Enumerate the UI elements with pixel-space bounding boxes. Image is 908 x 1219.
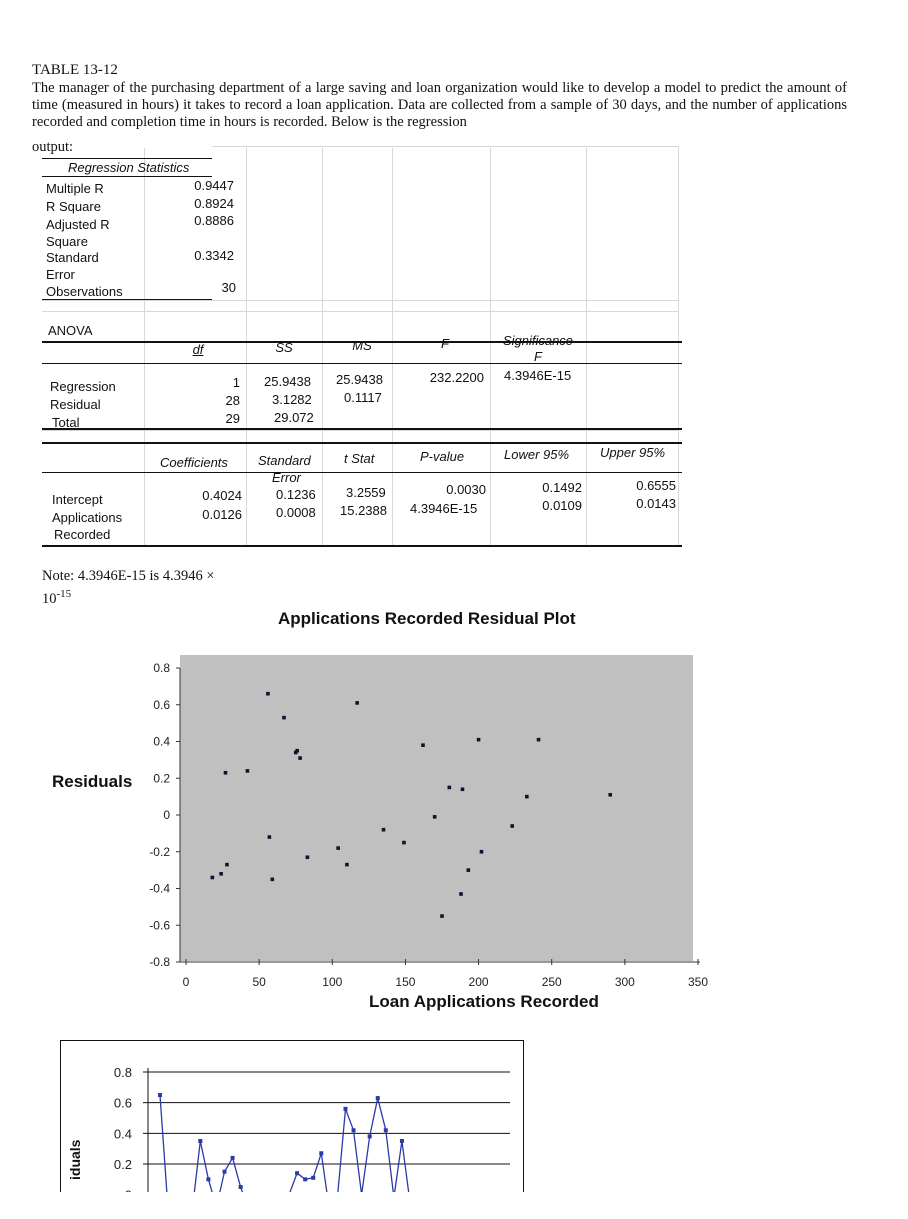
residual-plot-y-axis-title: Residuals bbox=[52, 772, 133, 791]
anova-significance: 4.3946E-15 bbox=[504, 368, 572, 383]
x-tick-label: 50 bbox=[252, 975, 266, 989]
anova-ms: 0.1117 bbox=[344, 390, 382, 405]
coef-value: 0.0126 bbox=[202, 507, 242, 522]
header-significance-f: F bbox=[534, 349, 542, 364]
y-tick-label: 0.4 bbox=[153, 734, 170, 749]
residual-line-marker bbox=[303, 1177, 307, 1181]
anova-row-label: Residual bbox=[50, 397, 101, 412]
anova-df: 29 bbox=[225, 411, 240, 426]
residual-line-marker bbox=[206, 1177, 210, 1181]
residual-line-marker bbox=[198, 1139, 202, 1143]
coef-row-label: Applications bbox=[52, 510, 123, 525]
residual-line-marker bbox=[311, 1176, 315, 1180]
note-line-1: Note: 4.3946E-15 is 4.3946 × bbox=[42, 568, 215, 584]
stat-label: Observations bbox=[46, 284, 123, 299]
header-significance: Significance bbox=[502, 333, 574, 348]
x-tick-label: 0 bbox=[182, 975, 190, 989]
anova-ss: 3.1282 bbox=[272, 392, 312, 407]
problem-text: The manager of the purchasing department of a large saving and loan organization would like to develop a model to predict the amount of time (measured in hours) it takes to record a loan application. Data are collected from a sample of 30 days, and the number of applications recorded and completion time in hours is recorded. Below is the regression bbox=[32, 80, 847, 130]
stat-value: 0.9447 bbox=[194, 178, 234, 193]
stat-label: R Square bbox=[46, 199, 101, 214]
x-tick-label: 100 bbox=[322, 975, 343, 989]
residual-line-marker bbox=[376, 1096, 380, 1100]
stat-label-continued: Square bbox=[46, 234, 88, 249]
header-upper-95: Upper 95% bbox=[600, 445, 666, 460]
residual-line-marker bbox=[319, 1151, 323, 1155]
residual-line-marker bbox=[239, 1185, 243, 1189]
page-cutoff bbox=[0, 1192, 908, 1219]
stat-label-continued: Error bbox=[46, 267, 75, 282]
regression-statistics-header: Regression Statistics bbox=[68, 160, 190, 175]
coef-row-label: Intercept bbox=[52, 492, 103, 507]
stat-value: 30 bbox=[221, 280, 236, 295]
y-tick-label: 0.8 bbox=[153, 661, 170, 675]
anova-title: ANOVA bbox=[48, 323, 93, 338]
coef-t-stat: 15.2388 bbox=[340, 503, 387, 518]
header-standard-error: Standard bbox=[258, 453, 311, 468]
note-exponent: -15 bbox=[56, 588, 72, 600]
coef-upper-95: 0.6555 bbox=[636, 478, 676, 493]
residual-line-marker bbox=[343, 1107, 347, 1111]
header-p-value: P-value bbox=[420, 449, 465, 464]
y-tick-label: -0.4 bbox=[149, 881, 170, 896]
y-tick-label: 0.6 bbox=[153, 697, 170, 712]
stat-value: 0.3342 bbox=[194, 248, 234, 263]
line-y-tick-label: 0.4 bbox=[113, 1126, 132, 1142]
anova-ss: 25.9438 bbox=[264, 374, 311, 389]
y-tick-label: 0.2 bbox=[153, 771, 170, 786]
residual-plot-title: Applications Recorded Residual Plot bbox=[278, 609, 576, 628]
coef-p-value: 4.3946E-15 bbox=[410, 501, 478, 516]
coef-upper-95: 0.0143 bbox=[636, 496, 676, 511]
line-y-tick-label: 0.2 bbox=[113, 1157, 132, 1172]
stat-label: Standard bbox=[46, 250, 99, 265]
residual-line-chart-y-axis-title: iduals bbox=[67, 1139, 83, 1180]
x-tick-label: 350 bbox=[687, 975, 709, 989]
header-lower-95: Lower 95% bbox=[504, 447, 570, 462]
header-standard-error-continued: Error bbox=[272, 470, 301, 485]
anova-ss: 29.072 bbox=[274, 410, 314, 425]
line-y-tick-label: 0.6 bbox=[113, 1095, 132, 1111]
stat-value: 0.8886 bbox=[194, 213, 234, 228]
anova-row-label: Total bbox=[52, 415, 80, 430]
stat-label: Adjusted R bbox=[46, 217, 110, 232]
header-ms: MS bbox=[352, 338, 372, 353]
anova-df: 28 bbox=[225, 393, 240, 408]
residual-line-marker bbox=[384, 1128, 388, 1132]
header-t-stat: t Stat bbox=[344, 451, 375, 466]
table-title: TABLE 13-12 bbox=[32, 62, 118, 78]
coef-lower-95: 0.0109 bbox=[542, 498, 582, 513]
residual-plot-x-axis-title: Loan Applications Recorded bbox=[369, 992, 599, 1011]
coef-standard-error: 0.1236 bbox=[276, 487, 316, 502]
header-df: df bbox=[192, 342, 204, 357]
line-y-tick-label: 0.8 bbox=[113, 1065, 132, 1080]
x-tick-label: 250 bbox=[541, 975, 562, 989]
residual-line-marker bbox=[231, 1156, 235, 1160]
x-tick-label: 300 bbox=[614, 975, 635, 989]
stat-label: Multiple R bbox=[46, 181, 104, 196]
y-tick-label: 0 bbox=[163, 808, 170, 822]
y-tick-label: -0.8 bbox=[149, 955, 170, 969]
header-f: F bbox=[441, 336, 449, 351]
coef-lower-95: 0.1492 bbox=[542, 480, 582, 495]
residual-line-marker bbox=[223, 1170, 227, 1174]
residual-line-marker bbox=[352, 1128, 356, 1132]
anova-ms: 25.9438 bbox=[336, 372, 383, 387]
coef-p-value: 0.0030 bbox=[446, 482, 486, 497]
anova-row-label: Regression bbox=[50, 379, 116, 394]
header-coefficients: Coefficients bbox=[160, 455, 228, 470]
residual-line-marker bbox=[400, 1139, 404, 1143]
residual-line-marker bbox=[158, 1093, 162, 1097]
x-tick-label: 150 bbox=[395, 975, 416, 989]
x-tick-label: 200 bbox=[468, 975, 489, 989]
coef-value: 0.4024 bbox=[202, 488, 242, 503]
output-label: output: bbox=[32, 139, 74, 155]
y-tick-label: -0.6 bbox=[149, 918, 170, 933]
y-tick-label: -0.2 bbox=[149, 844, 170, 859]
coef-row-label-continued: Recorded bbox=[54, 527, 111, 542]
anova-f: 232.2200 bbox=[429, 370, 484, 385]
anova-df: 1 bbox=[232, 375, 240, 390]
note-base: 10 bbox=[42, 590, 57, 607]
stat-value: 0.8924 bbox=[194, 196, 234, 211]
coef-standard-error: 0.0008 bbox=[276, 505, 316, 520]
coef-t-stat: 3.2559 bbox=[346, 485, 386, 500]
residual-line-marker bbox=[295, 1171, 299, 1175]
header-ss: SS bbox=[275, 340, 293, 355]
residual-line-marker bbox=[368, 1134, 372, 1138]
